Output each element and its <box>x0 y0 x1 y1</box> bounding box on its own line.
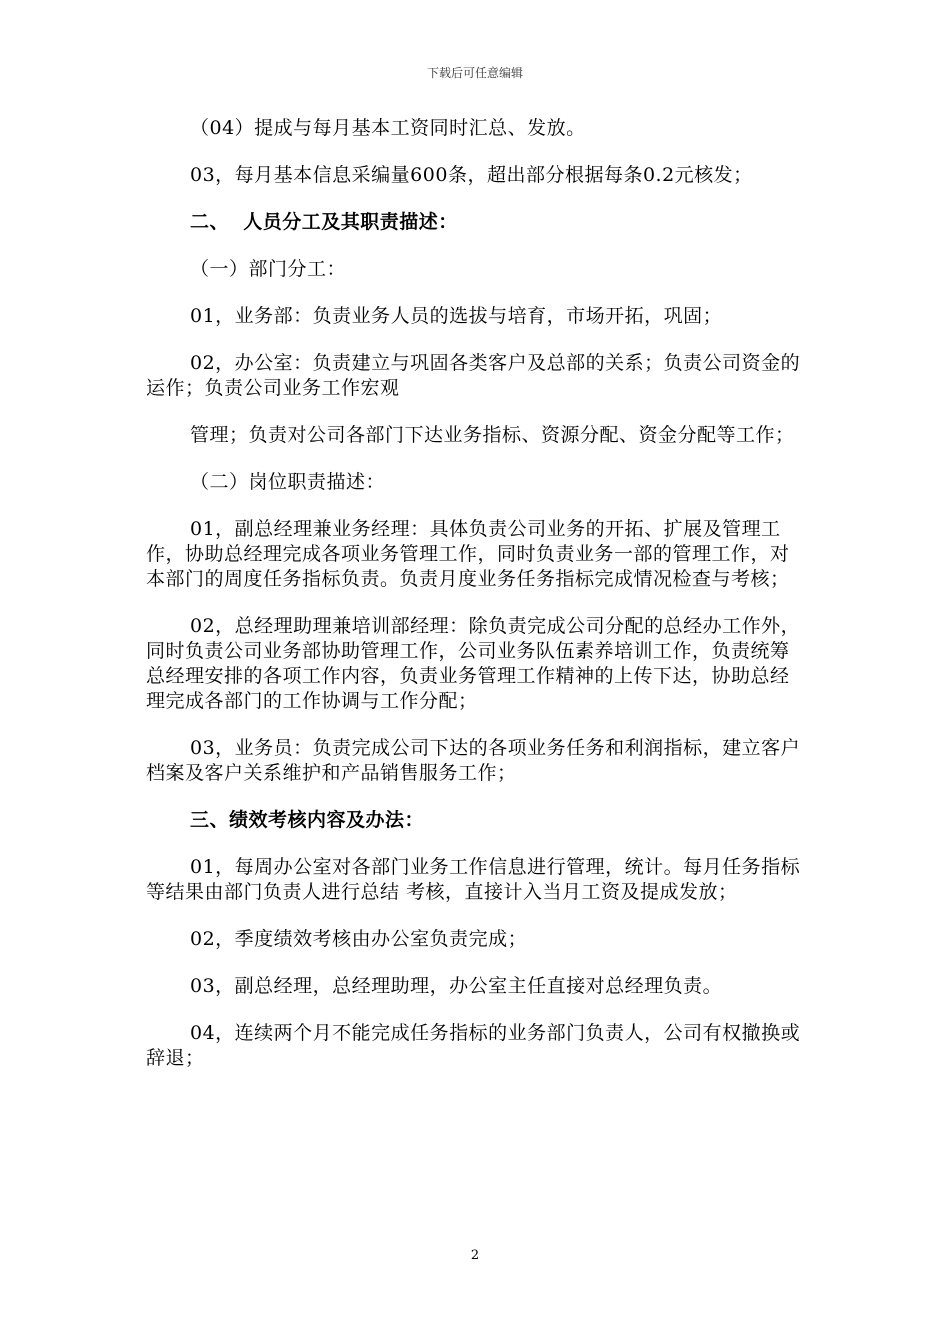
paragraph: 01，业务部：负责业务人员的选拔与培育，市场开拓，巩固； <box>190 305 723 327</box>
paragraph: 02，季度绩效考核由办公室负责完成； <box>190 928 528 950</box>
paragraph: 03，每月基本信息采编量600条，超出部分根据每条0.2元核发； <box>190 164 753 186</box>
document-body <box>146 116 806 1093</box>
paragraph: 04，连续两个月不能完成任务指标的业务部门负责人，公司有权撤换或辞退； <box>146 1022 801 1069</box>
subsection-heading: （二）岗位职责描述： <box>190 471 386 493</box>
section-heading: 二、 人员分工及其职责描述： <box>190 211 458 233</box>
paragraph: 管理；负责对公司各部门下达业务指标、资源分配、资金分配等工作； <box>190 424 795 446</box>
paragraph: （04）提成与每月基本工资同时汇总、发放。 <box>190 117 586 139</box>
paragraph: 01，副总经理兼业务经理：具体负责公司业务的开拓、扩展及管理工作，协助总经理完成各项业务管理工作，同时负责业务一部的管理工作，对本部门的周度任务指标负责。负责月度业务任务指标完成情况检查与考核； <box>146 518 790 590</box>
page-number: 2 <box>470 1248 480 1263</box>
section-heading: 三、绩效考核内容及办法： <box>190 809 425 831</box>
page-header: 下载后可任意编辑 <box>426 66 523 80</box>
paragraph: 02，总经理助理兼培训部经理：除负责完成公司分配的总经办工作外，同时负责公司业务部协助管理工作，公司业务队伍素养培训工作，负责统筹总经理安排的各项工作内容，负责业务管理工作精神的上传下达，协助总经理完成各部门的工作协调与工作分配； <box>146 615 801 712</box>
paragraph: 03，业务员：负责完成公司下达的各项业务任务和利润指标，建立客户档案及客户关系维护和产品销售服务工作； <box>146 737 801 784</box>
subsection-heading: （一）部门分工： <box>190 258 347 280</box>
paragraph: 02，办公室：负责建立与巩固各类客户及总部的关系；负责公司资金的运作；负责公司业务工作宏观 <box>146 352 801 399</box>
paragraph: 03，副总经理，总经理助理，办公室主任直接对总经理负责。 <box>190 975 723 997</box>
paragraph: 01，每周办公室对各部门业务工作信息进行管理，统计。每月任务指标等结果由部门负责人进行总结 考核，直接计入当月工资及提成发放； <box>146 856 801 903</box>
